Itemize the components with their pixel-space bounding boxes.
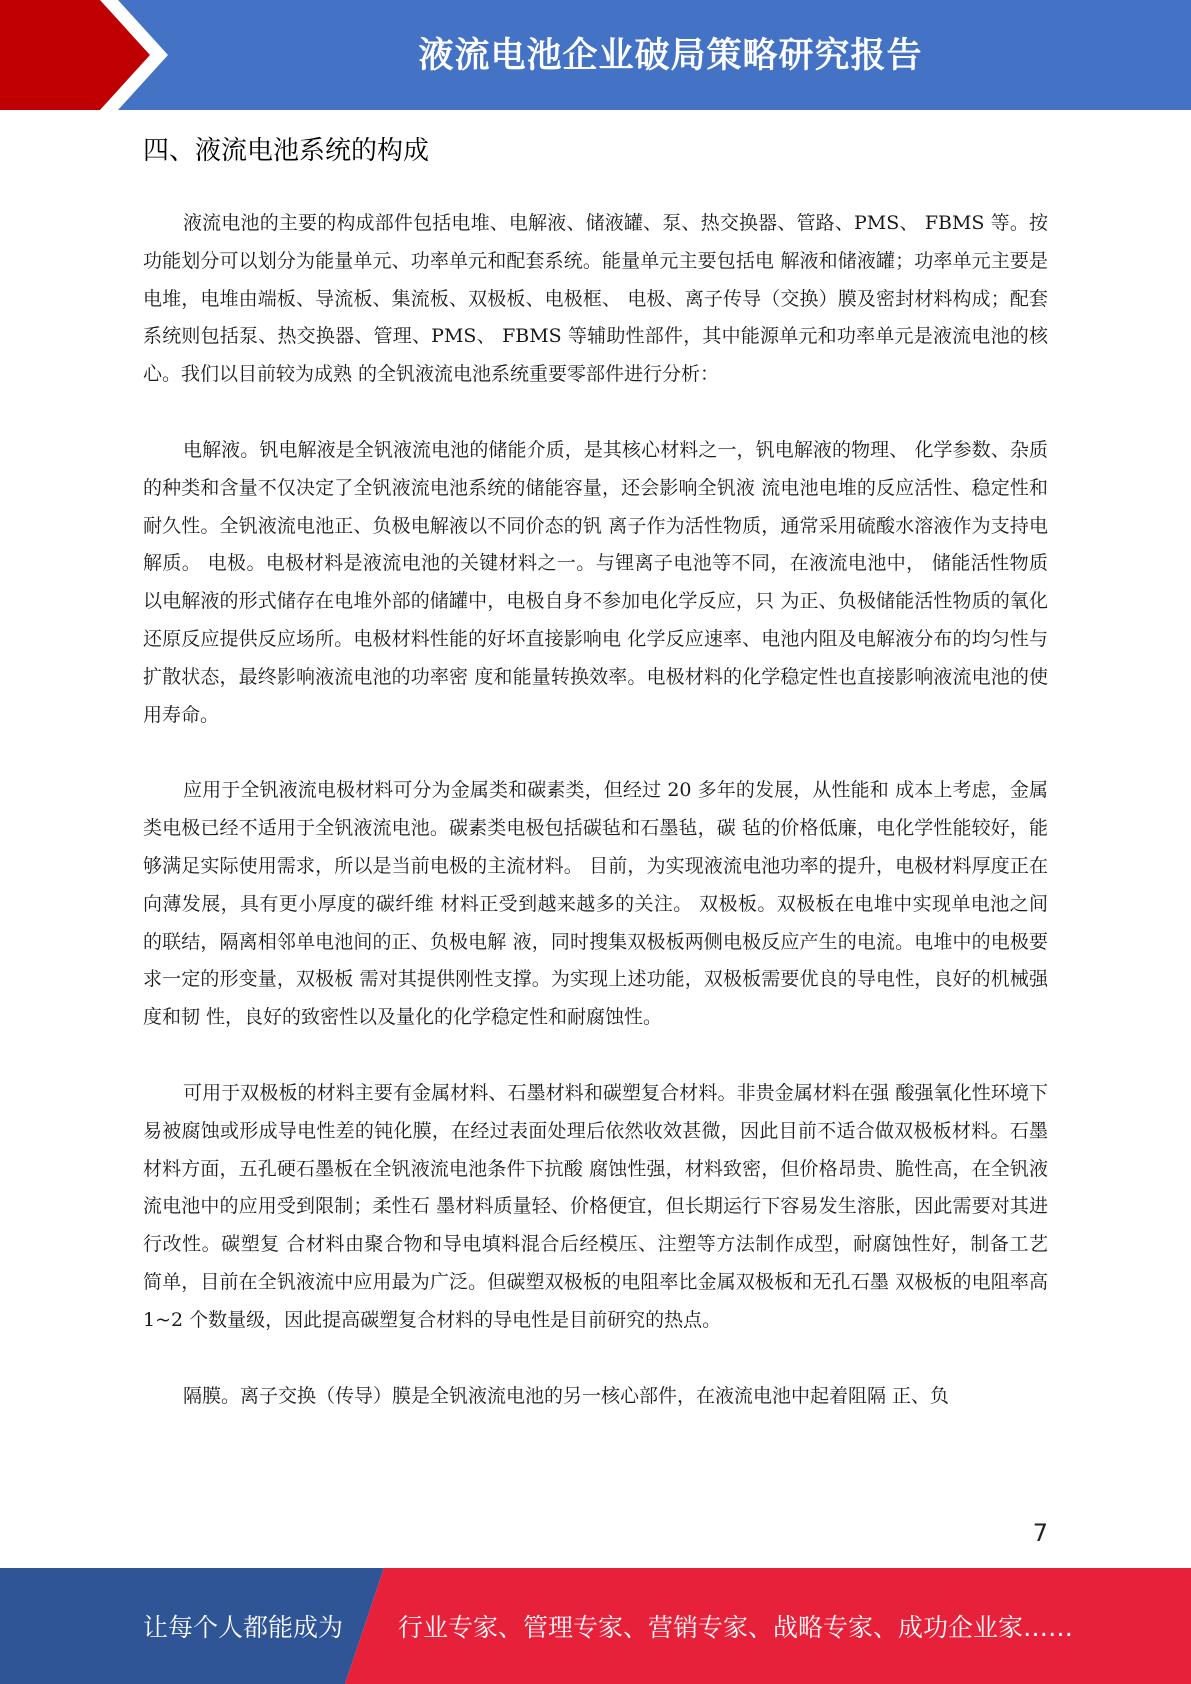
paragraph-electrode-bipolar: 应用于全钒液流电极材料可分为金属类和碳素类，但经过 20 多年的发展，从性能和 成本上考虑，金属类电极已经不适用于全钒液流电池。碳素类电极包括碳毡和石墨毡，碳 毡的价格低廉，电化学性能较好，能够满足实际使用需求，所以是当前电极的主流材料。 目前，为实现液流电池功率的提升，电极材料厚度正在向薄发展，具有更小厚度的碳纤维 材料正受到越来越多的关注。 双极板。双极板在电堆中实现单电池之间的联结，隔离相邻单电池间的正、负极电解 液，同时搜集双极板两侧电极反应产生的电流。电堆中的电极要求一定的形变量，双极板 需对其提供刚性支撑。为实现上述功能，双极板需要优良的导电性，良好的机械强度和韧 性，良好的致密性以及量化的化学稳定性和耐腐蚀性。 xyxy=(143,779,1048,1029)
page-footer xyxy=(0,1568,1191,1684)
footer-slogan-right: 行业专家、管理专家、营销专家、战略专家、成功企业家…… xyxy=(398,1613,1074,1642)
paragraph-membrane: 隔膜。离子交换（传导）膜是全钒液流电池的另一核心部件，在液流电池中起着阻隔 正、负 xyxy=(183,1384,950,1407)
body-text xyxy=(143,205,1048,1453)
paragraph-electrolyte-electrode: 电解液。钒电解液是全钒液流电池的储能介质，是其核心材料之一，钒电解液的物理、 化学参数、杂质的种类和含量不仅决定了全钒液流电池系统的储能容量，还会影响全钒液 流电池电堆的反应活性、稳定性和耐久性。全钒液流电池正、负极电解液以不同价态的钒 离子作为活性物质，通常采用硫酸水溶液作为支持电解质。 电极。电极材料是液流电池的关键材料之一。与锂离子电池等不同，在液流电池中， 储能活性物质以电解液的形式储存在电堆外部的储罐中，电极自身不参加电化学反应，只 为正、负极储能活性物质的氧化还原反应提供反应场所。电极材料性能的好坏直接影响电 化学反应速率、电池内阻及电解液分布的均匀性与扩散状态，最终影响液流电池的功率密 度和能量转换效率。电极材料的化学稳定性也直接影响液流电池的使用寿命。 xyxy=(143,438,1048,726)
footer-slogan-left: 让每个人都能成为 xyxy=(143,1613,344,1642)
page-number: 7 xyxy=(1032,1519,1048,1547)
report-title: 液流电池企业破局策略研究报告 xyxy=(418,36,923,76)
paragraph-components: 液流电池的主要的构成部件包括电堆、电解液、储液罐、泵、热交换器、管路、PMS、 FBMS 等。按功能划分可以划分为能量单元、功率单元和配套系统。能量单元主要包括电 解液和储液罐；功率单元主要是电堆，电堆由端板、导流板、集流板、双极板、电极框、 电极、离子传导（交换）膜及密封材料构成；配套系统则包括泵、热交换器、管理、PMS、 FBMS 等辅助性部件，其中能源单元和功率单元是液流电池的核心。我们以目前较为成熟 的全钒液流电池系统重要零部件进行分析： xyxy=(143,212,1048,386)
paragraph-bipolar-materials: 可用于双极板的材料主要有金属材料、石墨材料和碳塑复合材料。非贵金属材料在强 酸强氧化性环境下易被腐蚀或形成导电性差的钝化膜，在经过表面处理后依然收效甚微，因此目前不适合做双极板材料。石墨材料方面，五孔硬石墨板在全钒液流电池条件下抗酸 腐蚀性强，材料致密，但价格昂贵、脆性高，在全钒液流电池中的应用受到限制；柔性石 墨材料质量轻、价格便宜，但长期运行下容易发生溶胀，因此需要对其进行改性。碳塑复 合材料由聚合物和导电填料混合后经模压、注塑等方法制作成型，耐腐蚀性好，制备工艺 简单，目前在全钒液流中应用最为广泛。但碳塑双极板的电阻率比金属双极板和无孔石墨 双极板的电阻率高 1~2 个数量级，因此提高碳塑复合材料的导电性是目前研究的热点。 xyxy=(143,1081,1048,1331)
page-header xyxy=(0,0,1191,110)
section-heading: 四、液流电池系统的构成 xyxy=(143,136,430,166)
